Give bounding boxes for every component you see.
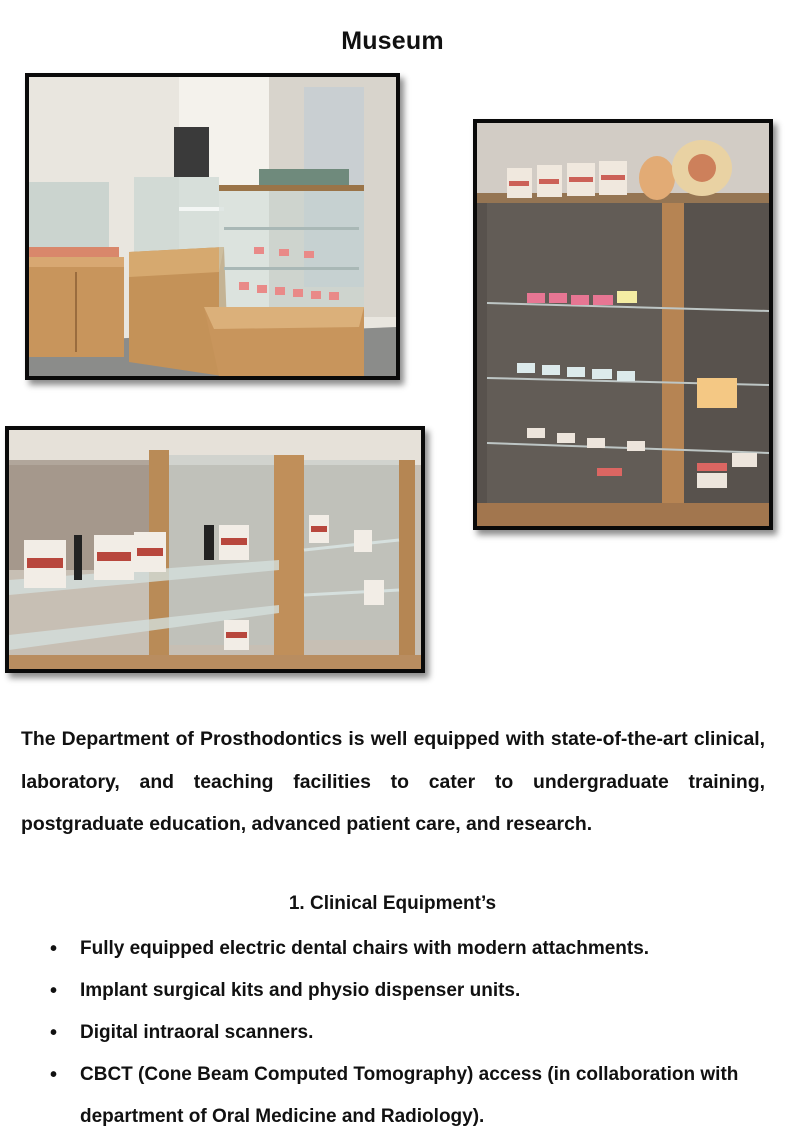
page-title: Museum [341,26,444,55]
list-item: • Implant surgical kits and physio dispenser units. [80,970,770,1012]
equipment-list [80,928,770,1138]
dental-models-cabinet-photo [473,119,773,530]
museum-cabinets-photo [25,73,400,380]
intro-paragraph: The Department of Prosthodontics is well equipped with state-of-the-art clinical, laboratory, and teaching facilities to cater to undergraduate training, postgraduate education, advanced patient care, and research. [21,728,765,835]
glass-shelf-articulators-photo [5,426,425,673]
section-heading: 1. Clinical Equipment’s [288,893,497,914]
list-item: • Fully equipped electric dental chairs with modern attachments. [80,928,770,970]
list-item: • CBCT (Cone Beam Computed Tomography) access (in collaboration with department of Oral Medicine and Radiology). [80,1054,770,1138]
list-item: • Digital intraoral scanners. [80,1012,770,1054]
